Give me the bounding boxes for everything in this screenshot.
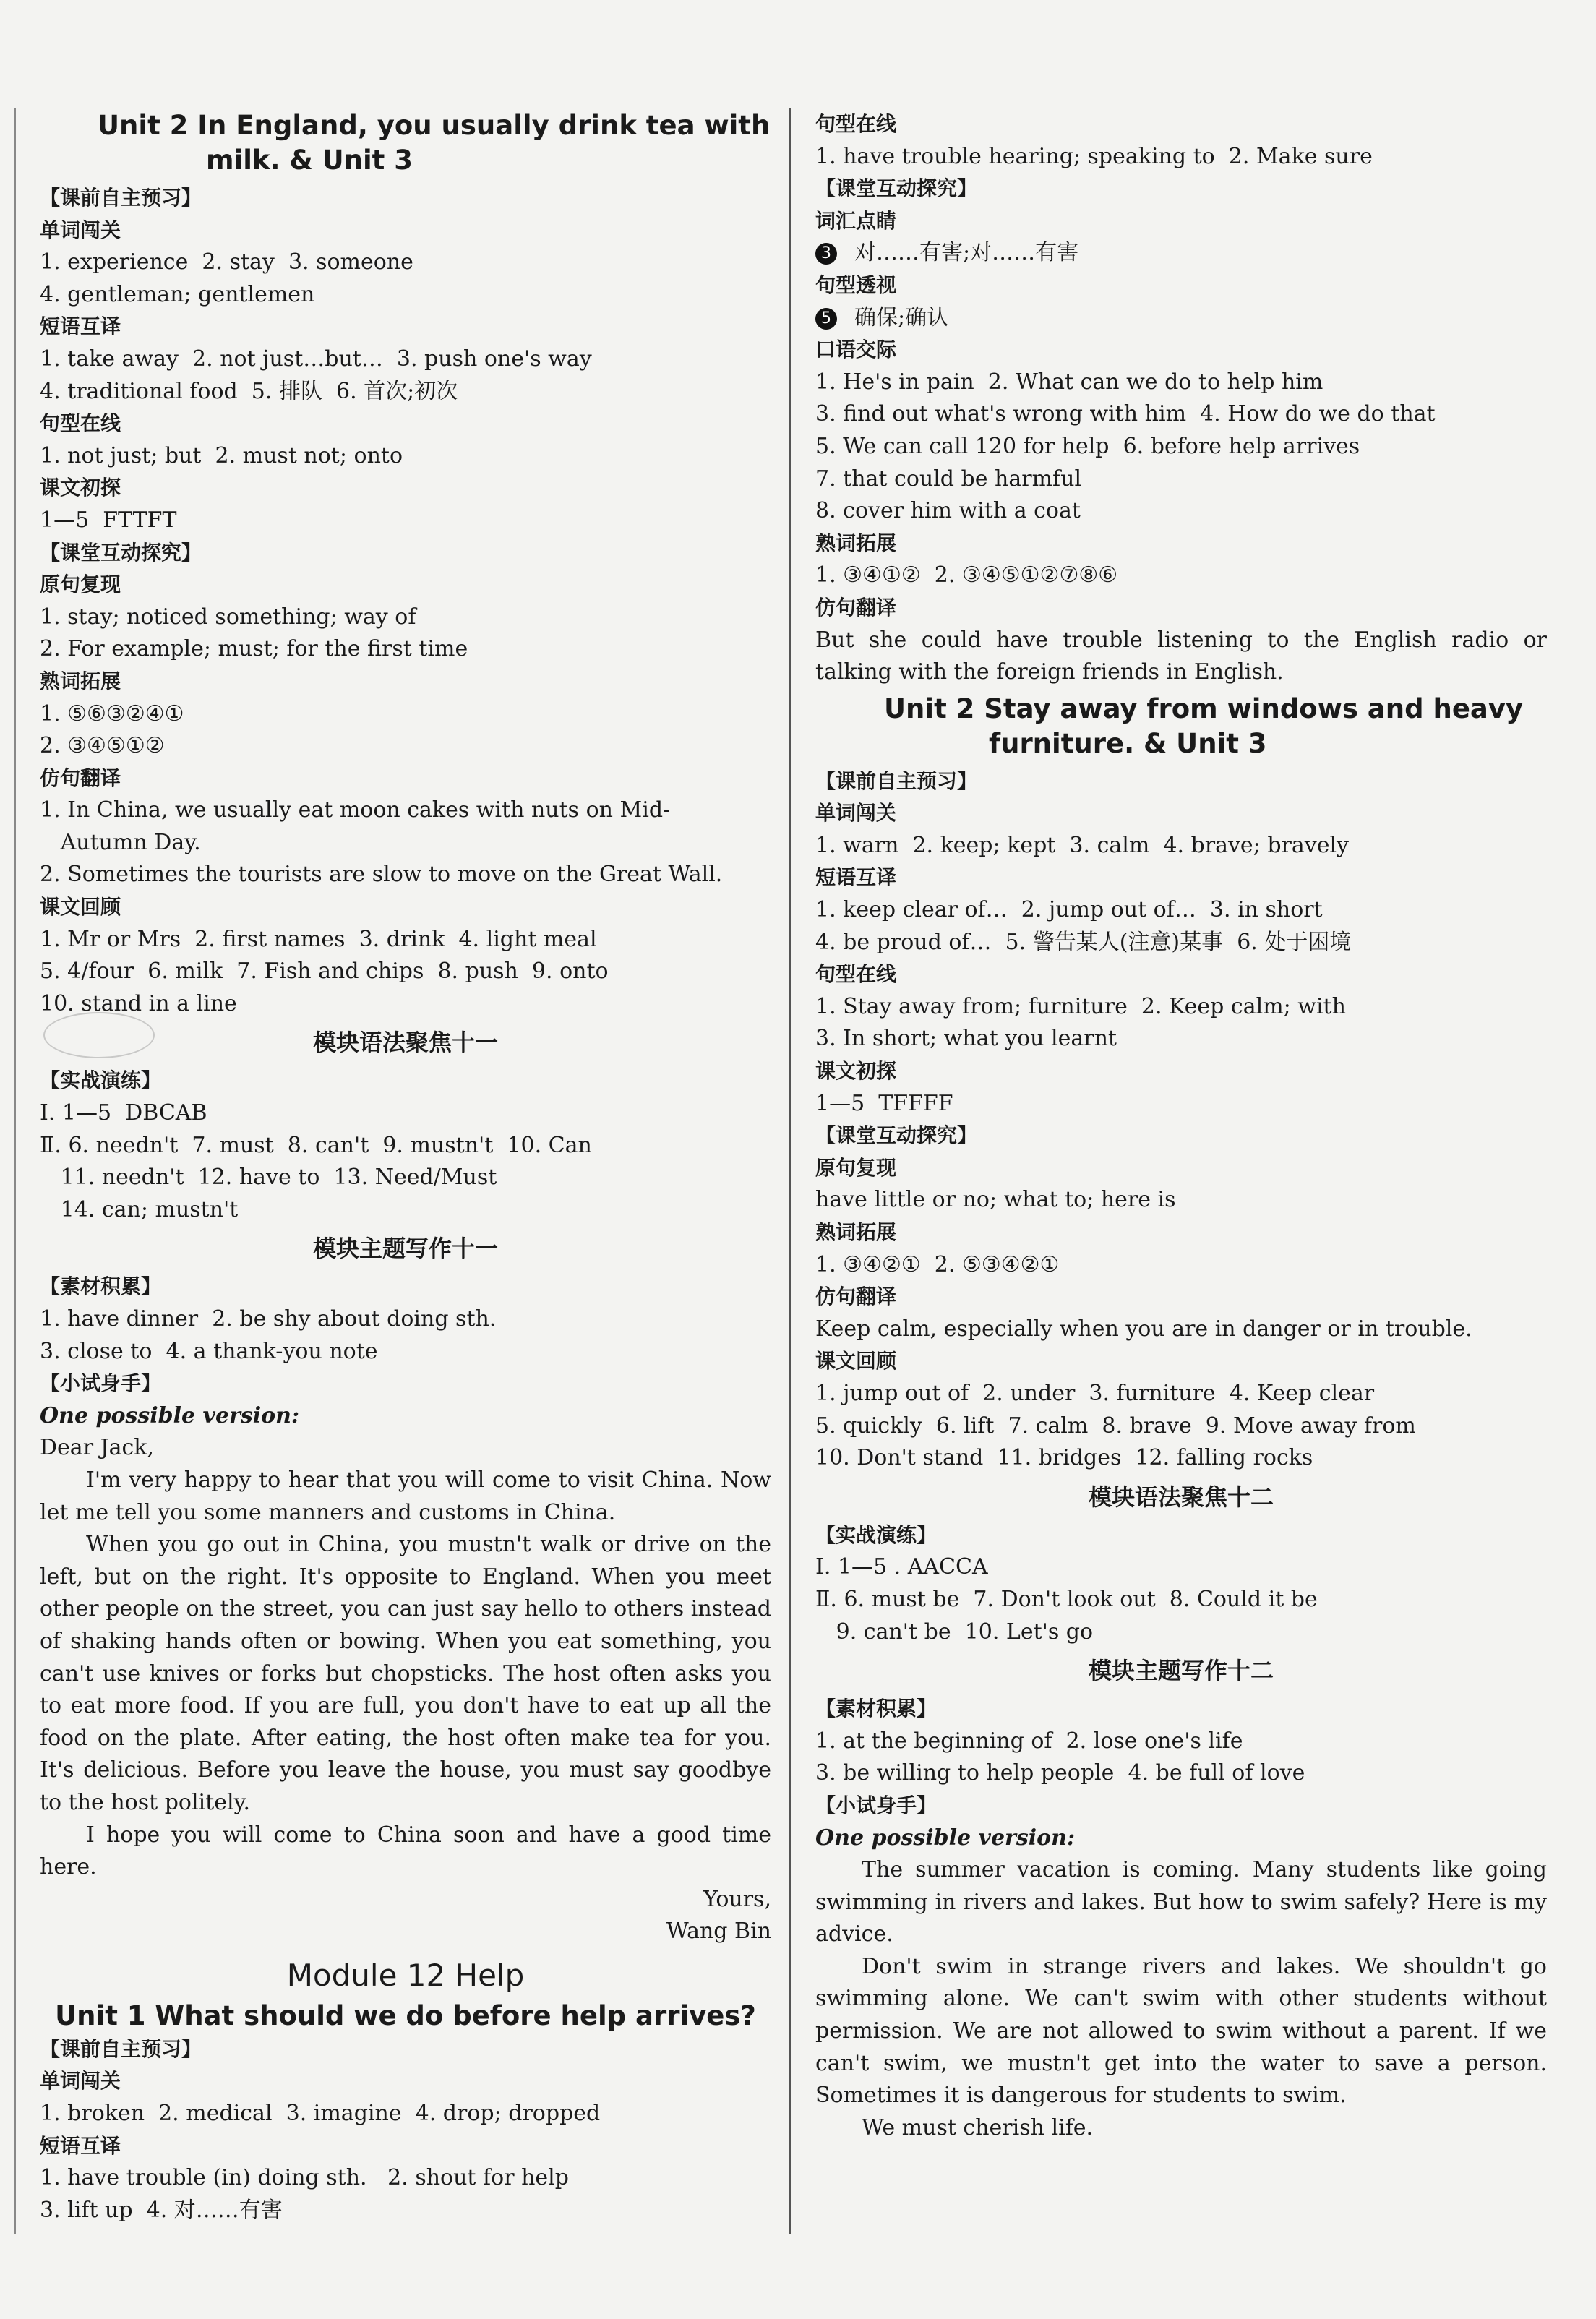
- essay-paragraph: The summer vacation is coming. Many students like going swimming in rivers and lakes. But how to swim safely? Here is my advice.: [815, 1857, 1547, 1947]
- subsection-heading: 句型透视: [815, 273, 897, 297]
- unit-title-line1: Unit 2 In England, you usually drink tea with: [98, 110, 771, 141]
- subsection-heading: 原句复现: [815, 1155, 897, 1180]
- subsection-heading: 熟词拓展: [815, 1220, 897, 1244]
- subsection-heading: 句型在线: [815, 962, 897, 987]
- subsection-heading: 仿句翻译: [40, 766, 121, 790]
- answer-line: 1. not just; but 2. must not; onto: [40, 442, 403, 468]
- subsection-heading: 单词闯关: [815, 801, 897, 826]
- left-margin-line: [14, 108, 16, 2234]
- answer-line: 1. jump out of 2. under 3. furniture 4. Keep clear: [815, 1380, 1375, 1406]
- answer-line: 3. find out what's wrong with him 4. How do we do that: [815, 401, 1436, 427]
- subsection-heading: 口语交际: [815, 338, 897, 362]
- unit-title: Unit 1 What should we do before help arrives?: [55, 1999, 756, 2031]
- essay-paragraph: We must cherish life.: [862, 2114, 1094, 2140]
- answer-line: 5. We can call 120 for help 6. before help arrives: [815, 433, 1360, 459]
- letter-paragraph: I hope you will come to China soon and have a good time here.: [40, 1822, 771, 1880]
- subsection-heading: 课文回顾: [815, 1349, 897, 1373]
- answer-line: 1. have trouble hearing; speaking to 2. Make sure: [815, 143, 1373, 169]
- module-title: Module 12 Help: [286, 1957, 525, 1993]
- version-label: One possible version:: [815, 1825, 1076, 1851]
- subsection-heading: 课文回顾: [40, 895, 121, 920]
- answer-line: 5 确保;确认: [815, 302, 1547, 335]
- writing-heading: 模块主题写作十一: [312, 1235, 498, 1263]
- column-divider: [789, 108, 791, 2234]
- answer-line: Ⅱ. 6. must be 7. Don't look out 8. Could it be: [815, 1586, 1318, 1612]
- letter-greeting: Dear Jack,: [40, 1435, 154, 1461]
- answer-line: 1—5 FTTFT: [40, 507, 177, 533]
- answer-line: 1. ③④②① 2. ⑤③④②①: [815, 1251, 1060, 1277]
- letter-signature: Wang Bin: [666, 1919, 771, 1945]
- number-badge-icon: 3: [815, 243, 837, 265]
- answer-line: 2. Sometimes the tourists are slow to move on the Great Wall.: [40, 862, 723, 888]
- grammar-focus-heading: 模块语法聚焦十一: [312, 1029, 498, 1057]
- faint-stamp-mark: [43, 1012, 155, 1058]
- subsection-heading: 短语互译: [40, 2133, 121, 2158]
- grammar-focus-heading: 模块语法聚焦十二: [1088, 1483, 1274, 1511]
- subsection-heading: 句型在线: [40, 411, 121, 436]
- answer-line: 1. at the beginning of 2. lose one's life: [815, 1728, 1243, 1754]
- section-heading: 【课堂互动探究】: [815, 1123, 978, 1148]
- subsection-heading: 仿句翻译: [815, 595, 897, 620]
- answer-line: 10. stand in a line: [40, 990, 237, 1016]
- section-heading: 【小试身手】: [815, 1793, 938, 1817]
- answer-line: 1. experience 2. stay 3. someone: [40, 249, 413, 275]
- answer-line: Autumn Day.: [40, 829, 201, 855]
- answer-line: 1. warn 2. keep; kept 3. calm 4. brave; bravely: [815, 832, 1349, 858]
- essay-paragraph: Don't swim in strange rivers and lakes. We shouldn't go swimming alone. We can't swim with other students without permission. We are not allowed to swim without a parent. If we can't swim, we mustn't get into the water to save a person. Sometimes it is dangerous for students to swim.: [815, 1953, 1547, 2109]
- subsection-heading: 句型在线: [815, 112, 897, 136]
- answer-line: 3. close to 4. a thank-you note: [40, 1338, 378, 1364]
- answer-line: 1. In China, we usually eat moon cakes with nuts on Mid-: [40, 797, 671, 823]
- answer-line: 1. take away 2. not just…but… 3. push one's way: [40, 346, 592, 372]
- section-heading: 【实战演练】: [40, 1068, 162, 1093]
- right-column: [815, 108, 1547, 2144]
- subsection-heading: 仿句翻译: [815, 1285, 897, 1309]
- subsection-heading: 词汇点睛: [815, 208, 897, 233]
- answer-line: 9. can't be 10. Let's go: [815, 1619, 1094, 1645]
- section-heading: 【课前自主预习】: [40, 2036, 202, 2061]
- answer-line: 5. quickly 6. lift 7. calm 8. brave 9. Move away from: [815, 1413, 1416, 1439]
- section-heading: 【课前自主预习】: [815, 768, 978, 793]
- subsection-heading: 课文初探: [815, 1059, 897, 1084]
- left-column: [40, 108, 771, 2226]
- answer-line: 7. that could be harmful: [815, 466, 1082, 492]
- answer-line: 1. broken 2. medical 3. imagine 4. drop; dropped: [40, 2101, 601, 2127]
- letter-closing: Yours,: [703, 1886, 771, 1912]
- letter-paragraph: When you go out in China, you mustn't walk or drive on the left, but on the right. It's opposite to England. When you meet other people on the street, you can just say hello to others instead of shaking hands often or bowing. When you eat something, you can't use knives or forks but chopsticks. The host often asks you to eat more food. If you are full, you don't have to eat up all the food on the plate. After eating, the host often make tea for you. It's delicious. Before you leave the house, you must say goodbye to the host politely.: [40, 1532, 771, 1815]
- answer-line: 5. 4/four 6. milk 7. Fish and chips 8. push 9. onto: [40, 959, 609, 985]
- subsection-heading: 短语互译: [40, 314, 121, 339]
- writing-heading: 模块主题写作十二: [1088, 1657, 1274, 1685]
- answer-line: 4. gentleman; gentlemen: [40, 281, 315, 307]
- answer-line: 10. Don't stand 11. bridges 12. falling rocks: [815, 1445, 1313, 1471]
- unit-title-line1: Unit 2 Stay away from windows and heavy: [884, 693, 1524, 724]
- answer-line: 3. be willing to help people 4. be full of love: [815, 1760, 1305, 1786]
- answer-line: 1. ③④①② 2. ③④⑤①②⑦⑧⑥: [815, 562, 1118, 588]
- answer-line: 2. ③④⑤①②: [40, 733, 165, 759]
- answer-line: Ⅰ. 1—5 DBCAB: [40, 1100, 207, 1126]
- number-badge-icon: 5: [815, 308, 837, 330]
- answer-line: 1. keep clear of… 2. jump out of… 3. in short: [815, 897, 1323, 923]
- version-label: One possible version:: [40, 1402, 300, 1428]
- subsection-heading: 熟词拓展: [40, 669, 121, 693]
- answer-line: Keep calm, especially when you are in danger or in trouble.: [815, 1316, 1472, 1342]
- unit-title-line2: furniture. & Unit 3: [989, 727, 1267, 759]
- subsection-heading: 单词闯关: [40, 218, 121, 242]
- answer-line: 14. can; mustn't: [40, 1196, 239, 1222]
- subsection-heading: 熟词拓展: [815, 531, 897, 555]
- section-heading: 【课堂互动探究】: [40, 540, 202, 565]
- answer-paragraph: But she could have trouble listening to the English radio or talking with the foreign friends in English.: [815, 627, 1547, 685]
- subsection-heading: 短语互译: [815, 865, 897, 890]
- section-heading: 【素材积累】: [40, 1274, 162, 1299]
- section-heading: 【实战演练】: [815, 1522, 938, 1547]
- subsection-heading: 单词闯关: [40, 2069, 121, 2093]
- answer-line: 3. lift up 4. 对……有害: [40, 2197, 283, 2223]
- answer-line: 3 对……有害;对……有害: [815, 237, 1547, 270]
- answer-line: 1. Mr or Mrs 2. first names 3. drink 4. light meal: [40, 926, 597, 952]
- section-heading: 【小试身手】: [40, 1371, 162, 1396]
- section-heading: 【课堂互动探究】: [815, 176, 978, 201]
- answer-line: 3. In short; what you learnt: [815, 1026, 1117, 1052]
- unit-title-line2: milk. & Unit 3: [206, 145, 413, 176]
- answer-line: 11. needn't 12. have to 13. Need/Must: [40, 1165, 497, 1191]
- answer-line: 1. ⑤⑥③②④①: [40, 700, 184, 726]
- answer-line: 1. He's in pain 2. What can we do to help him: [815, 369, 1323, 395]
- section-heading: 【素材积累】: [815, 1697, 938, 1721]
- subsection-heading: 原句复现: [40, 573, 121, 597]
- answer-line: 1. Stay away from; furniture 2. Keep calm; with: [815, 993, 1346, 1019]
- answer-line: 1—5 TFFFF: [815, 1090, 953, 1116]
- answer-line: 1. have trouble (in) doing sth. 2. shout for help: [40, 2165, 569, 2191]
- answer-line: 4. be proud of… 5. 警告某人(注意)某事 6. 处于困境: [815, 929, 1352, 955]
- subsection-heading: 课文初探: [40, 476, 121, 500]
- answer-line: Ⅱ. 6. needn't 7. must 8. can't 9. mustn't 10. Can: [40, 1132, 592, 1158]
- answer-line: Ⅰ. 1—5 . AACCA: [815, 1554, 988, 1580]
- answer-line: 8. cover him with a coat: [815, 498, 1081, 524]
- answer-line: 4. traditional food 5. 排队 6. 首次;初次: [40, 378, 458, 404]
- answer-line: have little or no; what to; here is: [815, 1187, 1176, 1213]
- letter-paragraph: I'm very happy to hear that you will come to visit China. Now let me tell you some manners and customs in China.: [40, 1467, 771, 1525]
- answer-line: 2. For example; must; for the first time: [40, 636, 468, 662]
- answer-line: 1. stay; noticed something; way of: [40, 604, 416, 630]
- section-heading: 【课前自主预习】: [40, 186, 202, 210]
- answer-line: 1. have dinner 2. be shy about doing sth.: [40, 1306, 497, 1332]
